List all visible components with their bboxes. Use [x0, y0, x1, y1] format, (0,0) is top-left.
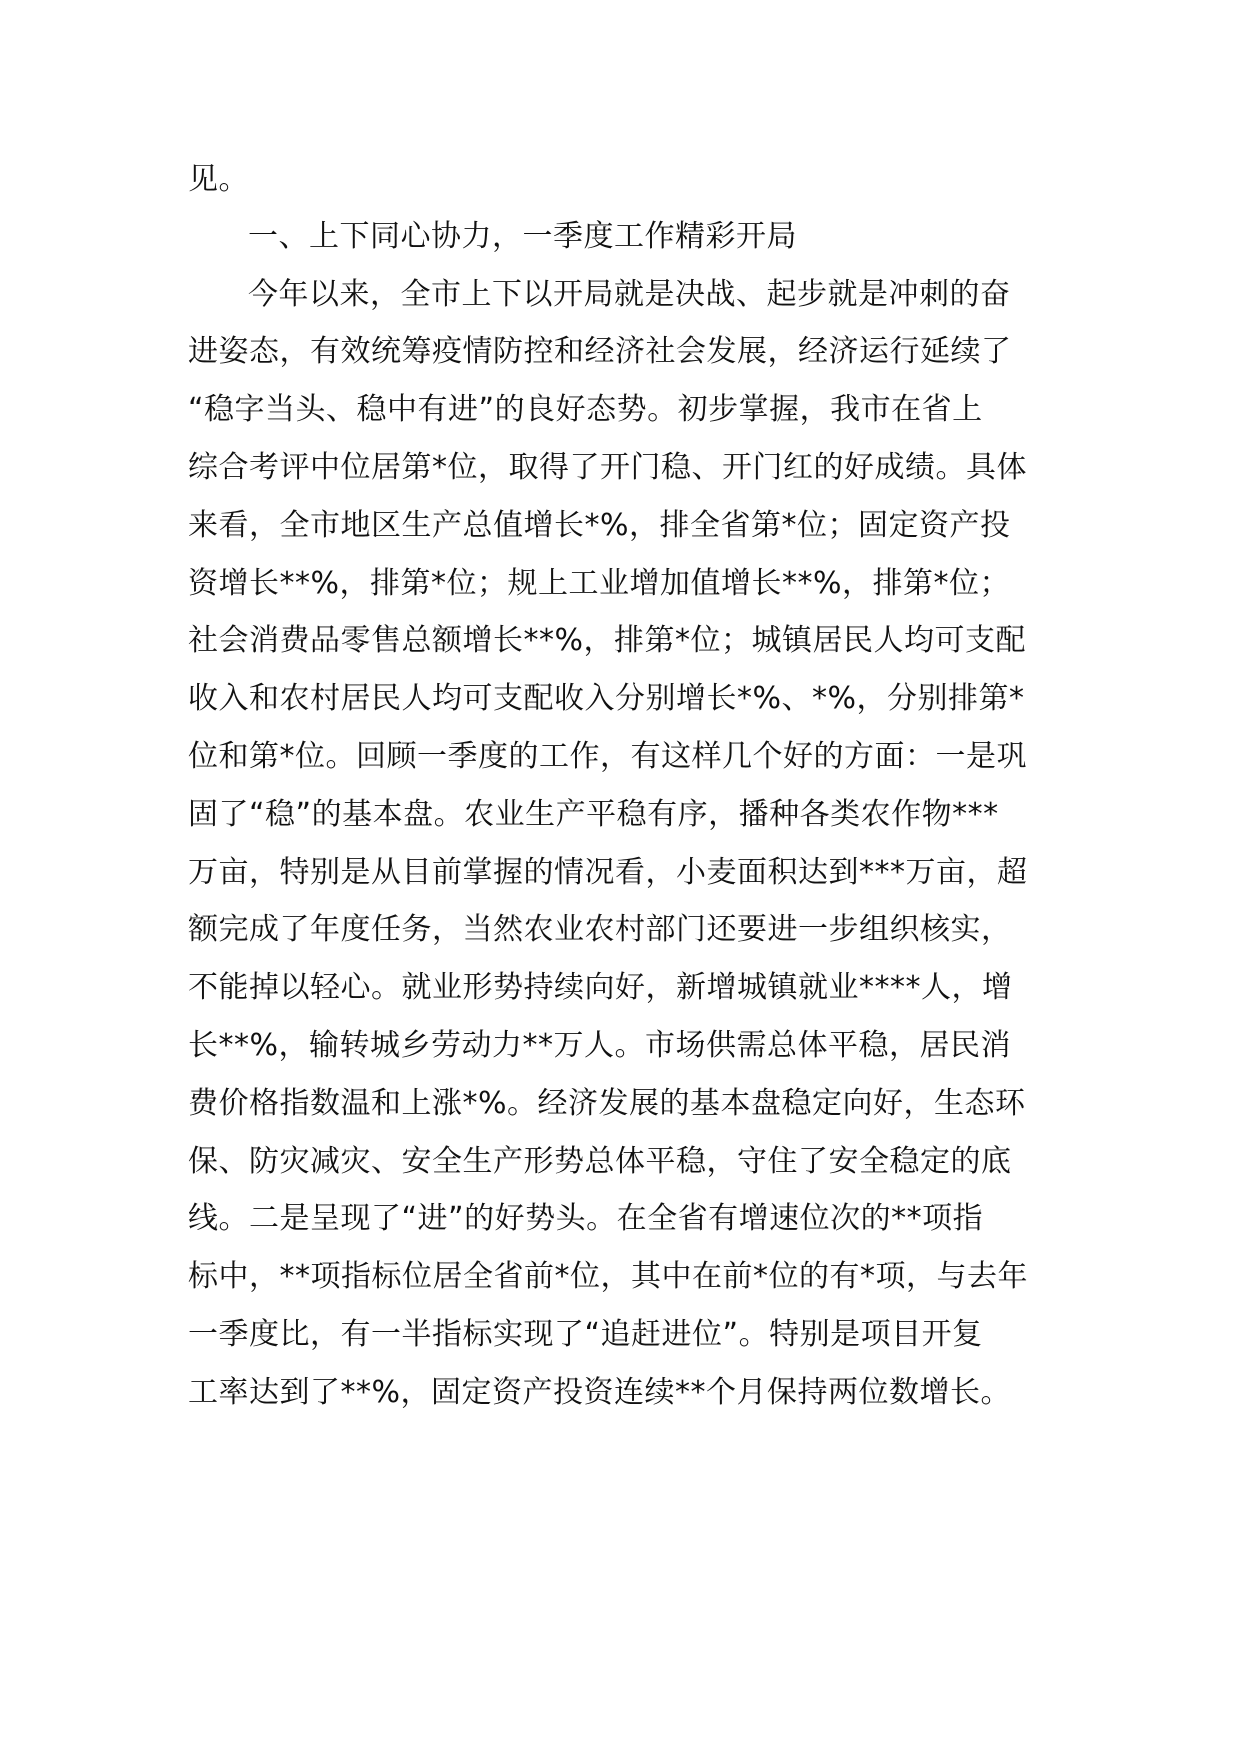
text-line: 固了“稳”的基本盘。农业生产平稳有序，播种各类农作物***: [188, 797, 999, 832]
text-line: 费价格指数温和上涨*%。经济发展的基本盘稳定向好，生态环: [188, 1086, 1026, 1121]
text-line: 资增长**%，排第*位；规上工业增加值增长**%，排第*位；: [188, 566, 1011, 601]
text-line: 收入和农村居民人均可支配收入分别增长*%、*%，分别排第*: [188, 681, 1025, 716]
text-line: 额完成了年度任务，当然农业农村部门还要进一步组织核实，: [188, 912, 1012, 947]
text-line: 来看，全市地区生产总值增长*%，排全省第*位；固定资产投: [188, 508, 1011, 543]
section-heading: 一、上下同心协力，一季度工作精彩开局: [248, 219, 797, 254]
text-line: “稳字当头、稳中有进”的良好态势。初步掌握，我市在省上: [188, 392, 983, 427]
text-line: 社会消费品零售总额增长**%，排第*位；城镇居民人均可支配: [188, 623, 1027, 658]
text-line: 位和第*位。回顾一季度的工作，有这样几个好的方面：一是巩: [188, 739, 1027, 774]
text-line: 标中，**项指标位居全省前*位，其中在前*位的有*项，与去年: [188, 1259, 1028, 1294]
text-line: 今年以来，全市上下以开局就是决战、起步就是冲刺的奋: [248, 277, 1011, 312]
text-line: 长**%，输转城乡劳动力**万人。市场供需总体平稳，居民消: [188, 1028, 1012, 1063]
text-line: 万亩，特别是从目前掌握的情况看，小麦面积达到***万亩，超: [188, 855, 1028, 890]
text-line: 一季度比，有一半指标实现了“追赶进位”。特别是项目开复: [188, 1317, 983, 1352]
text-line: 综合考评中位居第*位，取得了开门稳、开门红的好成绩。具体: [188, 450, 1027, 485]
text-line: 线。二是呈现了“进”的好势头。在全省有增速位次的**项指: [188, 1201, 984, 1236]
text-line: 见。: [188, 162, 249, 197]
text-line: 不能掉以轻心。就业形势持续向好，新增城镇就业****人，增: [188, 970, 1013, 1005]
text-line: 进姿态，有效统筹疫情防控和经济社会发展，经济运行延续了: [188, 334, 1012, 369]
text-line: 保、防灾减灾、安全生产形势总体平稳，守住了安全稳定的底: [188, 1144, 1012, 1179]
text-line: 工率达到了**%，固定资产投资连续**个月保持两位数增长。: [188, 1375, 1012, 1410]
